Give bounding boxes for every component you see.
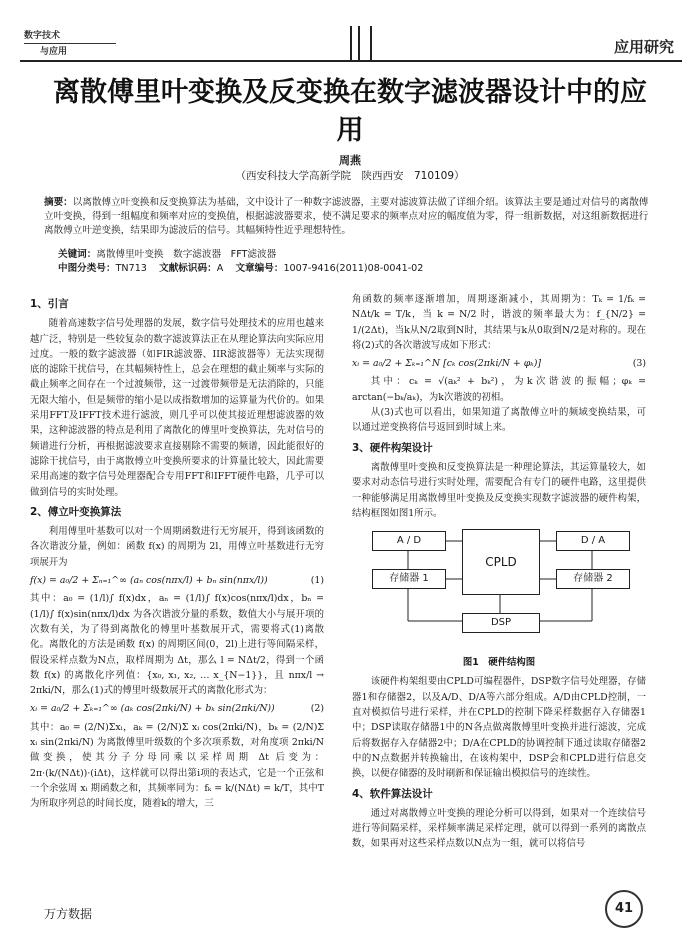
journal-logo <box>24 30 67 58</box>
article-no-label: 文章编号： <box>235 263 284 274</box>
heading-introduction: 1、引言 <box>30 298 69 310</box>
paragraph-hardware: 离散傅里叶变换和反变换算法是一种理论算法，其运算量较大，如要求对动态信号进行实时处理，需要配合有专门的硬件电路，这里提供一种能够满足用离散傅里叶变换及反变换实现数字滤波器的硬件构架，结构框图如图1所示。 <box>352 461 646 519</box>
paragraph-coefficients: 其中：a₀ = (2/N)Σxᵢ，aₖ = (2/N)Σ xᵢ cos(2πki/N)，bₖ = (2/N)Σ xᵢ sin(2πki/N) 为离散傅里叶级数的个多次项系数，对角度项 2πki/N 做变换，使其分子分母同乘以采样周期 Δt 后变为：2π·(k/(NΔt))·(iΔt)，这样就可以得出第i项的表达式，它是一个正弦和一个余弦周 xᵢ 期函数之和，其频率同为：fₖ = k/(NΔt) = k/T，其中T为所取序列总的时间长度，随着k的增大，三 <box>30 721 324 810</box>
logo-rule <box>24 43 116 44</box>
affiliation: （西安科技大学高新学院 陕西西安 710109） <box>235 170 465 182</box>
footer-source: 万方数据 <box>44 907 93 921</box>
section-tag: 应用研究 <box>613 38 674 56</box>
paragraph-intro: 随着高速数字信号处理器的发展，数字信号处理技术的应用也越来越广泛，特别是一些较复杂的数字滤波算法正在从理论算法向实际应用过度。一般的数字滤波器（如FIR滤波器、IIR滤波器等）无法实现彻底的滤除干扰信号，在其幅频特性上，总会在理想的截止频率与实际的截止频率之间存在一个过渡频带，这一过渡带频带是无法消除的，只能无限大缩小，但是频带的缩小是以成指数增加的运算量为代价的。如果采用FFT及IFFT技术进行滤波，则几乎可以使其接近理想滤波器的效果，这种滤波器的特点是利用了离散化的傅里叶变换算法，先对信号的频谱进行分析，再根据滤波要求直接剔除不需要的频谱，因此能很好的滤除干扰信号，由于离散傅立叶变换所要求的计算量比较大，因此需要采用高速的数字信号处理器配合专用FFT和IFFT硬件电路，几乎可以做到信号的实时处理。 <box>30 318 324 498</box>
clc-value: TN713 <box>115 263 147 274</box>
memory-2-block: 存储器 2 <box>556 569 630 589</box>
paper-title: 离散傅里叶变换及反变换在数字滤波器设计中的应用 <box>53 77 647 146</box>
paragraph-hardware-detail: 该硬件构架组要由CPLD可编程器件，DSP数字信号处理器，存储器1和存储器2，以及A/D、D/A等六部分组成。A/D由CPLD控制，一直对模拟信号进行采样，并在CPLD的控制下降采样数据存入存储器1中；DSP读取存储器1中的N各点做离散傅里叶变换并进行滤波，完成后将数据存入存储器2中；D/A在CPLD的协调控制下通过读取存储器2中的N点数据并转换输出，在该构架中，DSP会和CPLD进行信息交换，以便存储器的及时刷新和保证输出模拟信号的连续性。 <box>352 676 646 780</box>
equation-3-body: xᵢ = a₀/2 + Σₖ₌₁^N [cₖ cos(2πki/N + φₖ)] <box>352 358 542 370</box>
heading-fourier: 2、傅立叶变换算法 <box>30 505 122 518</box>
paragraph-inverse: 从(3)式也可以看出，如果知道了离散傅立叶的频域变换结果，可以通过逆变换将信号返回到时域上来。 <box>352 407 646 434</box>
abstract <box>44 196 656 239</box>
equation-2 <box>30 701 324 716</box>
header-ornament <box>350 26 372 62</box>
journal-header <box>20 24 682 62</box>
equation-3 <box>352 356 646 371</box>
keywords-text: 离散傅里叶变换 数字滤波器 FFT滤波器 <box>96 249 277 260</box>
equation-2-number: (2) <box>310 703 324 715</box>
right-column <box>352 292 646 852</box>
classification <box>58 262 658 276</box>
heading-hardware: 3、硬件构架设计 <box>352 441 433 454</box>
article-no-value: 1007-9416(2011)08-0041-02 <box>283 263 424 274</box>
figure-caption: 图1 硬件结构图 <box>462 657 536 669</box>
left-column <box>30 292 324 812</box>
meta-block <box>58 248 658 276</box>
equation-1-body: f(x) = a₀/2 + Σₙ₌₁^∞ (aₙ cos(nπx/l) + bₙ sin(nπx/l)) <box>30 575 268 587</box>
memory-1-block: 存储器 1 <box>372 569 446 589</box>
equation-1-number: (1) <box>310 575 324 587</box>
paragraph-period: 角函数的频率逐渐增加，周期逐渐减小，其周期为：Tₖ = 1/fₖ = NΔt/k = T/k，当 k = N/2 时，谐波的频率最大为：f_{N/2} = 1/(2Δt)，当k从N/2取到N时，其结果与k从0取到N/2是对称的。现在将(2)式的各次谐波写成如下形式： <box>352 294 646 351</box>
doc-code-value: A <box>216 263 224 274</box>
da-block: D / A <box>556 531 630 551</box>
author: 周燕 <box>339 154 361 167</box>
equation-1 <box>30 573 324 588</box>
equation-2-body: xᵢ = a₀/2 + Σₖ₌₁^∞ (aₖ cos(2πki/N) + bₖ sin(2πki/N)) <box>30 703 275 715</box>
page-number-badge: 41 <box>605 890 643 928</box>
abstract-text: 以离散傅立叶变换和反变换算法为基础，文中设计了一种数字滤波器，主要对滤波算法做了详细介绍。该算法主要是通过对信号的离散傅立叶变换，得到一组幅度和频率对应的变换值，根据滤波器要求，使不满足要求的频率点对应的幅度值为零，得一组新数据，对这组新数据进行离散傅立叶逆变换，结果即为滤波后的信号。其幅频特性近乎理想特性。 <box>44 197 649 237</box>
keywords <box>58 248 658 262</box>
dsp-block: DSP <box>462 613 540 633</box>
clc-label: 中图分类号： <box>58 263 116 274</box>
abstract-label: 摘要： <box>44 197 73 208</box>
cpld-block: CPLD <box>462 529 540 595</box>
journal-logo-line1: 数字技术 <box>24 31 61 41</box>
paragraph-fourier: 利用傅里叶基数可以对一个周期函数进行无穷展开，得到该函数的各次谐波分量，例如：函数 f(x) 的周期为 2l，用傅立叶基数进行无穷项展开为 <box>30 526 324 568</box>
paragraph-discretization: 其中：a₀ = (1/l)∫ f(x)dx，aₙ = (1/l)∫ f(x)cos(nπx/l)dx，bₙ = (1/l)∫ f(x)sin(nπx/l)dx 为各次谐波分量的系数，数值大小与展开项的次数有关，为了得到离散化的傅里叶基数展开式，需要将式(1)离散化。离散化的方法是函数 f(x) 的周期区间(0，2l)上进行等间隔采样，假设采样点数为N点，取样周期为 Δt，那么 l = NΔt/2，得到一个函数 f(x) 的离散化序列值：{x₀, x₁, x₂, … x_{N−1}}，且 nπx/l → 2πki/N，那么(1)式的傅里叶级数展开式的离散化形式为： <box>30 593 324 697</box>
equation-3-number: (3) <box>632 358 646 370</box>
heading-software: 4、软件算法设计 <box>352 787 433 800</box>
ad-block: A / D <box>372 531 446 551</box>
paragraph-software: 通过对离散傅立叶变换的理论分析可以得到，如果对一个连续信号进行等间隔采样，采样频率满足采样定理，就可以得到一系列的离散点数，如果再对这些采样点数以N点为一组，就可以将信号 <box>352 807 646 850</box>
paragraph-amplitude: 其中：cₖ = √(aₖ² + bₖ²)，为k次谐波的振幅；φₖ = arctan(−bₖ/aₖ)，为k次谐波的初相。 <box>352 376 646 403</box>
doc-code-label: 文献标识码： <box>159 263 217 274</box>
hardware-block-diagram <box>352 525 646 653</box>
header-rule <box>20 60 682 62</box>
keywords-label: 关键词： <box>58 249 97 260</box>
journal-logo-line2: 与应用 <box>40 47 68 57</box>
